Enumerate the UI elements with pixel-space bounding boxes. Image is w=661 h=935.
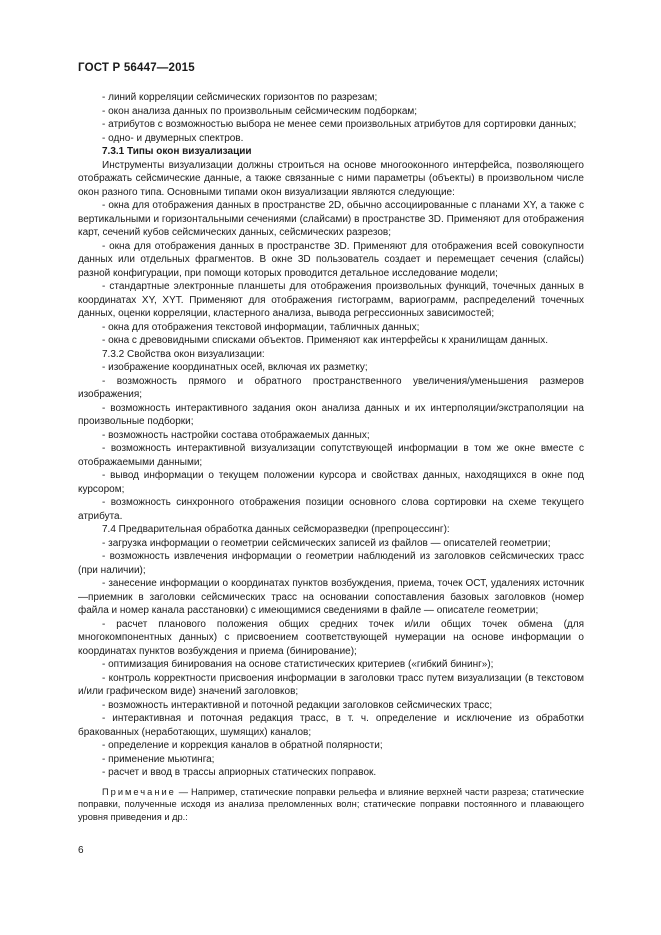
paragraph: - стандартные электронные планшеты для отображения произвольных функций, точечных данных в координатах XY, XYT. Применяют для отображения гистограмм, вариограмм, распределений точечных данных, оценки корреляции, кластерного анализа, вывода регрессионных зависимостей; bbox=[78, 281, 584, 319]
paragraph: - определение и коррекция каналов в обратной полярности; bbox=[102, 740, 383, 751]
paragraph: - оптимизация бинирования на основе статистических критериев («гибкий бининг»); bbox=[102, 659, 494, 670]
paragraph: - возможность интерактивной визуализации сопутствующей информации в том же окне вместе с отображаемыми данными; bbox=[78, 443, 584, 468]
paragraph: - окна для отображения текстовой информации, табличных данных; bbox=[102, 321, 420, 333]
note-text: — Например, статические поправки рельефа и влияние верхней части разреза; статические поправки, полученные исходя из анализа преломленных волн; статические поправки постоянного и плавающего уровня приведения и др.: bbox=[78, 786, 584, 822]
paragraph: - расчет планового положения общих средних точек и/или общих точек обмена (для многокомпонентных данных) с присвоением соответствующей нумерации на основе информации о координатах пунктов возбуждения и приема (бинирование); bbox=[78, 618, 584, 657]
document-body bbox=[78, 91, 584, 823]
paragraph: - применение мьютинга; bbox=[102, 753, 215, 765]
note-label: Примечание bbox=[102, 786, 176, 797]
paragraph: - интерактивная и поточная редакция трасс, в т. ч. определение и исключение из обработки бракованных (неработающих, шумящих) каналов; bbox=[78, 713, 584, 738]
paragraph: - одно- и двумерных спектров. bbox=[102, 132, 244, 144]
paragraph: 7.3.2 Свойства окон визуализации: bbox=[102, 348, 265, 360]
paragraph: - возможность синхронного отображения позиции основного слова сортировки на схеме текущего атрибута. bbox=[78, 497, 584, 522]
paragraph: - окна для отображения данных в пространстве 3D. Применяют для отображения всей совокупности данных или отдельных фрагментов. В окне 3D пользователь создает и перемещает сечения (слайсы) разной конфигурации, при помощи которых проводится детальное исследование модели; bbox=[78, 240, 584, 279]
paragraph: - расчет и ввод в трассы априорных статических поправок. bbox=[102, 767, 377, 778]
paragraph: - загрузка информации о геометрии сейсмических записей из файлов — описателей геометрии; bbox=[102, 537, 551, 549]
paragraph: Инструменты визуализации должны строиться на основе многооконного интерфейса, позволяющего отображать сейсмические данные, а также связанные с ними параметры (объекты) в произвольном числе окон разного типа. Основными типами окон визуализации являются следующие: bbox=[78, 159, 584, 198]
document-header: ГОСТ Р 56447—2015 bbox=[78, 62, 195, 74]
paragraph: - окна для отображения данных в пространстве 2D, обычно ассоциированные с планами XY, а также с вертикальными и горизонтальными сечениями (слайсами) в пространстве 3D. Применяют для отображения карт, сечений кубов сейсмических данных, сейсмических разрезов; bbox=[78, 200, 584, 238]
paragraph: - атрибутов с возможностью выбора не менее семи произвольных атрибутов для сортировки данных; bbox=[102, 119, 577, 130]
paragraph: - окна с древовидными списками объектов. Применяют как интерфейсы к хранилищам данных. bbox=[102, 335, 548, 346]
paragraph: - возможность интерактивного задания окон анализа данных и их интерполяции/экстраполяции на произвольные подборки; bbox=[78, 402, 584, 427]
paragraph: - возможность извлечения информации о геометрии наблюдений из заголовков сейсмических трасс (при наличии); bbox=[78, 551, 584, 576]
paragraph: - вывод информации о текущем положении курсора и свойствах данных, находящихся в окне под курсором; bbox=[78, 470, 584, 495]
paragraph: - возможность прямого и обратного пространственного увеличения/уменьшения размеров изображения; bbox=[78, 375, 584, 400]
page-number: 6 bbox=[78, 845, 84, 856]
paragraph: - контроль корректности присвоения информации в заголовки трасс путем визуализации (в текстовом и/или графическом виде) значений заголовков; bbox=[78, 672, 584, 697]
paragraph: - линий корреляции сейсмических горизонтов по разрезам; bbox=[102, 92, 378, 103]
paragraph: 7.4 Предварительная обработка данных сейсморазведки (препроцессинг): bbox=[102, 524, 450, 535]
paragraph: - возможность интерактивной и поточной редакции заголовков сейсмических трасс; bbox=[102, 699, 493, 711]
note-paragraph bbox=[78, 786, 584, 824]
paragraph: - окон анализа данных по произвольным сейсмическим подборкам; bbox=[102, 105, 418, 117]
paragraph: - занесение информации о координатах пунктов возбуждения, приема, точек ОСТ, удалениях источник—приемник в заголовки сейсмических трасс на основании сопоставления базовых заголовков (номер файла и номер канала расстановки) с имеющимися сведениями в файле — описателе геометрии; bbox=[78, 578, 584, 616]
paragraph: - возможность настройки состава отображаемых данных; bbox=[102, 429, 370, 441]
paragraph: - изображение координатных осей, включая их разметку; bbox=[102, 362, 368, 373]
section-heading: 7.3.1 Типы окон визуализации bbox=[102, 146, 252, 157]
